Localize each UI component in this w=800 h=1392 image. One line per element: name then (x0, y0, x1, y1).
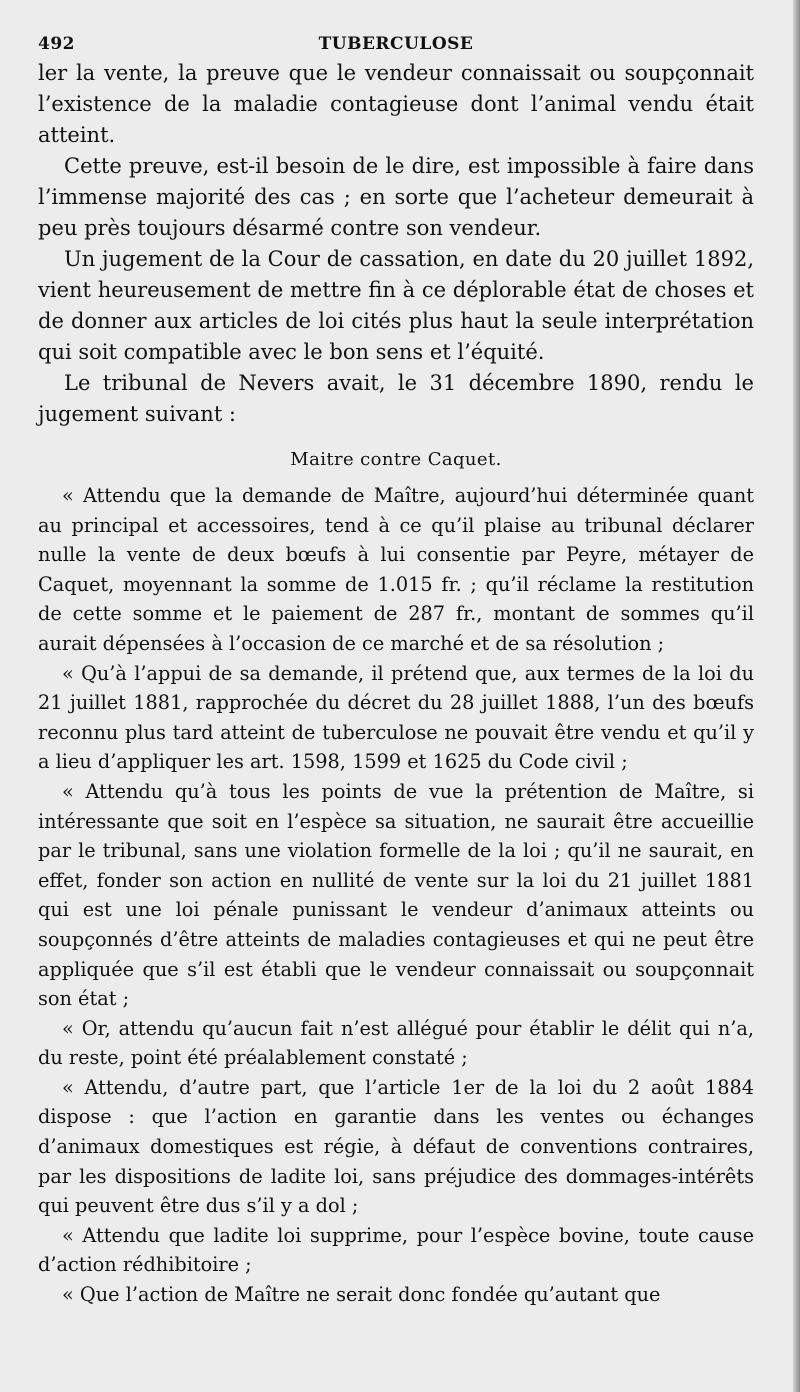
quote-paragraph: « Or, attendu qu’aucun fait n’est allégué pour établir le délit qui n’a, du reste, point été préalablement constaté ; (38, 1016, 754, 1070)
quote-paragraph: « Attendu que la demande de Maître, aujourd’hui déterminée quant au principal et accessoires, tend à ce qu’il plaise au tribunal déclarer nulle la vente de deux bœufs à lui consentie par Peyre, métayer de Caquet, moyennant la somme de 1.015 fr. ; qu’il réclame la restitution de cette somme et le paiement de 287 fr., montant de sommes qu’il aurait dépensées à l’occasion de ce marché et de sa résolution ; (38, 484, 754, 655)
body-text (38, 58, 754, 475)
section-title: Maitre contre Caquet. (290, 449, 502, 470)
page-number: 492 (38, 34, 75, 54)
judgment-quote (38, 481, 754, 1310)
quote-paragraph: « Que l’action de Maître ne serait donc fondée qu’autant que (62, 1283, 661, 1307)
running-title: TUBERCULOSE (318, 34, 474, 54)
paragraph: Cette preuve, est-il besoin de le dire, est impossible à faire dans l’immense majorité des cas ; en sorte que l’acheteur demeurait à peu près toujours désarmé contre son vendeur. (38, 154, 754, 240)
paragraph: Le tribunal de Nevers avait, le 31 décembre 1890, rendu le jugement suivant : (38, 371, 754, 426)
quote-paragraph: « Qu’à l’appui de sa demande, il prétend que, aux termes de la loi du 21 juillet 1881, rapprochée du décret du 28 juillet 1888, l’un des bœufs reconnu plus tard atteint de tuberculose ne pouvait être vendu et qu’il y a lieu d’appliquer les art. 1598, 1599 et 1625 du Code civil ; (38, 661, 754, 774)
quote-paragraph: « Attendu que ladite loi supprime, pour l’espèce bovine, toute cause d’action rédhibitoire ; (38, 1223, 754, 1277)
quote-paragraph: « Attendu qu’à tous les points de vue la prétention de Maître, si intéressante que soit en l’espèce sa situation, ne saurait être accueillie par le tribunal, sans une violation formelle de la loi ; qu’il ne saurait, en effet, fonder son action en nullité de vente sur la loi du 21 juillet 1881 qui est une loi pénale punissant le vendeur d’animaux atteints ou soupçonnés d’être atteints de maladies contagieuses et qui ne peut être appliquée que s’il est établi que le vendeur connaissait ou soupçonnait son état ; (38, 779, 754, 1011)
quote-paragraph: « Attendu, d’autre part, que l’article 1er de la loi du 2 août 1884 dispose : que l’action en garantie dans les ventes ou échanges d’animaux domestiques est régie, à défaut de conventions contraires, par les dispositions de ladite loi, sans préjudice des dommages-intérêts qui peuvent être dus s’il y a dol ; (38, 1075, 754, 1218)
paragraph: Un jugement de la Cour de cassation, en date du 20 juillet 1892, vient heureusement de mettre fin à ce déplorable état de choses et de donner aux articles de loi cités plus haut la seule interprétation qui soit compatible avec le bon sens et l’équité. (38, 247, 754, 364)
paragraph: ler la vente, la preuve que le vendeur connaissait ou soupçonnait l’existence de la maladie contagieuse dont l’animal vendu était atteint. (38, 61, 754, 147)
page-header (38, 28, 754, 58)
page-edge-shadow (793, 0, 800, 1392)
